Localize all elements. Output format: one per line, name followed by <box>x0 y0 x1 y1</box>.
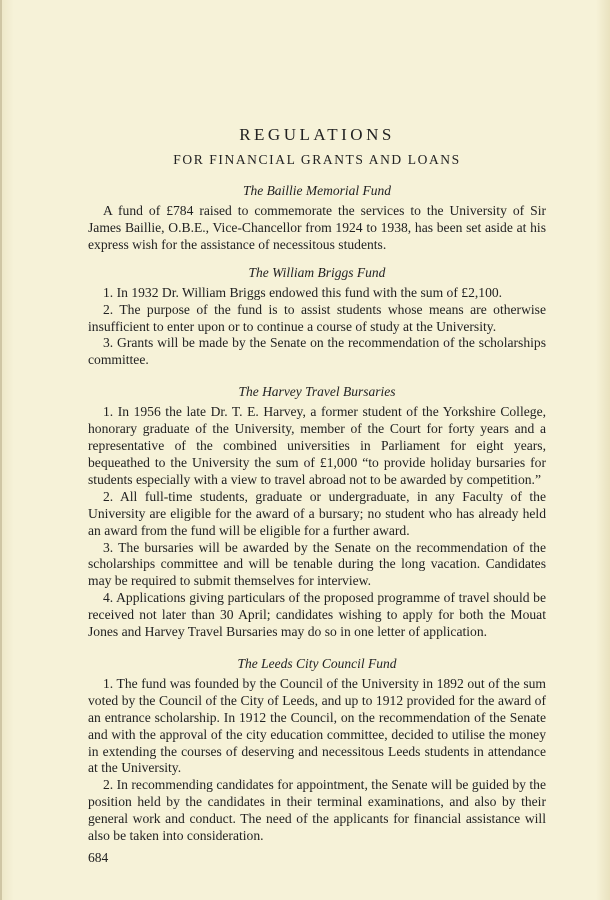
section-briggs-fund <box>88 264 546 370</box>
page-number: 684 <box>88 850 109 865</box>
section-harvey-bursaries <box>88 383 546 641</box>
paragraph: 3. The bursaries will be awarded by the Senate on the recommendation of the scholarships committee and will be tenable during the long vacation. Candidates may be required to submit themselves for interview. <box>88 539 546 589</box>
paragraph: 2. The purpose of the fund is to assist students whose means are otherwise insufficient to enter upon or to continue a course of study at the University. <box>88 301 546 334</box>
page-edge <box>0 0 2 900</box>
page-subtitle: FOR FINANCIAL GRANTS AND LOANS <box>173 152 461 167</box>
paragraph: 4. Applications giving particulars of the proposed programme of travel should be received not later than 30 April; candidates wishing to apply for both the Mouat Jones and Harvey Travel Bursaries may do so in one letter of application. <box>88 590 546 640</box>
section-heading: The Leeds City Council Fund <box>237 655 397 671</box>
paragraph: 2. In recommending candidates for appointment, the Senate will be guided by the position held by the candidates in their terminal examinations, and also by their general work and conduct. The need of the applicants for financial assistance will also be taken into consideration. <box>88 777 546 844</box>
section-heading: The Harvey Travel Bursaries <box>238 384 396 400</box>
section-baillie-fund <box>88 182 546 254</box>
page-title: REGULATIONS <box>239 125 395 144</box>
paragraph: 2. All full-time students, graduate or undergraduate, in any Faculty of the University are eligible for the award of a bursary; no student who has already held an award from the fund will be eligible for a further award. <box>88 488 546 538</box>
paragraph: 1. In 1932 Dr. William Briggs endowed this fund with the sum of £2,100. <box>103 284 503 300</box>
paragraph: 3. Grants will be made by the Senate on the recommendation of the scholarships committee. <box>88 335 546 368</box>
paragraph: 1. In 1956 the late Dr. T. E. Harvey, a former student of the Yorkshire College, honorary graduate of the University, member of the Court for forty years and a representative of the combined universities in Parliament for eight years, bequeathed to the University the sum of £1,000 “to provide holiday bursaries for students especially with a view to travel abroad not to be awarded by competition.” <box>88 404 546 487</box>
section-heading: The Baillie Memorial Fund <box>242 183 392 198</box>
paragraph: 1. The fund was founded by the Council of the University in 1892 out of the sum voted by the Council of the City of Leeds, and up to 1912 provided for the award of an entrance scholarship. In 1912 the Council, on the recommendation of the Senate and with the approval of the city education committee, decided to utilise the money in extending the courses of deserving and necessitous Leeds students in attendance at the University. <box>88 675 546 776</box>
section-heading: The William Briggs Fund <box>248 264 386 280</box>
document-body <box>88 124 546 855</box>
paragraph: A fund of £784 raised to commemorate the services to the University of Sir James Baillie, O.B.E., Vice-Chancellor from 1924 to 1938, has been set aside at his express wish for the assistance of necessitous students. <box>88 203 546 252</box>
section-leeds-council-fund <box>88 655 546 845</box>
